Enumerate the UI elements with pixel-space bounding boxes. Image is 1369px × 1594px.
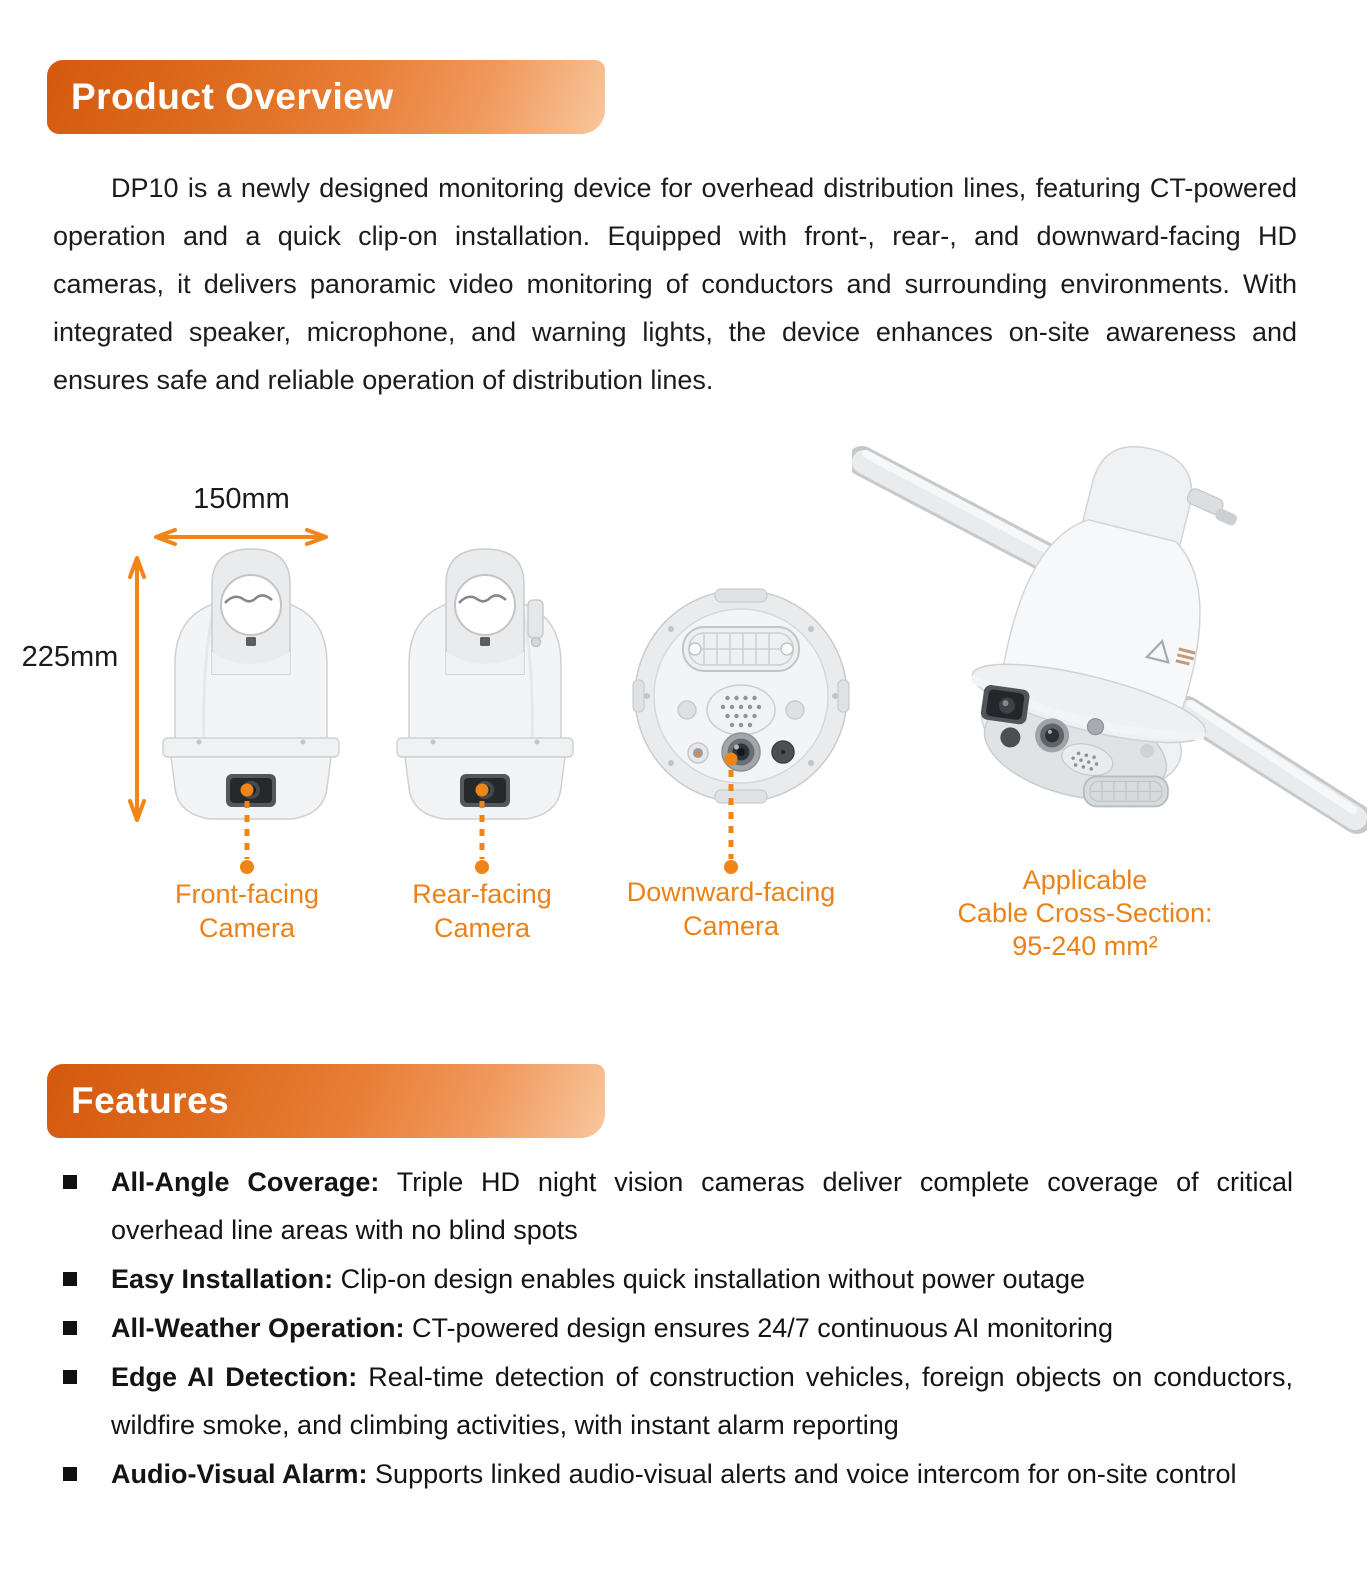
device-installed-view-image bbox=[852, 421, 1367, 869]
feature-item-easy-installation bbox=[60, 1255, 1293, 1303]
feature-text: Easy Installation: Clip-on design enables quick installation without power outage bbox=[111, 1264, 1086, 1294]
dimension-width-label: 150mm bbox=[193, 483, 290, 515]
caption-rear-camera: Rear-facing Camera bbox=[412, 879, 552, 943]
section-title-product-overview: Product Overview bbox=[71, 76, 394, 117]
bullet-square-icon bbox=[63, 1370, 77, 1384]
feature-text: All-Angle Coverage: Triple HD night vision cameras deliver complete coverage of critical overhead line areas with no blind spots bbox=[111, 1167, 1293, 1245]
section-title-features: Features bbox=[71, 1080, 230, 1121]
feature-item-edge-ai-detection bbox=[60, 1353, 1293, 1449]
feature-text: Edge AI Detection: Real-time detection of construction vehicles, foreign objects on conductors, wildfire smoke, and climbing activities, with instant alarm reporting bbox=[111, 1362, 1293, 1440]
feature-item-all-angle-coverage bbox=[60, 1158, 1293, 1254]
dimension-height-label: 225mm bbox=[21, 641, 119, 673]
feature-item-all-weather-operation bbox=[60, 1304, 1293, 1352]
bullet-square-icon bbox=[63, 1321, 77, 1335]
leader-down-camera bbox=[723, 752, 739, 875]
feature-text: All-Weather Operation: CT-powered design ensures 24/7 continuous AI monitoring bbox=[111, 1313, 1113, 1343]
caption-front-camera: Front-facing Camera bbox=[174, 879, 320, 943]
overview-paragraph: DP10 is a newly designed monitoring device for overhead distribution lines, featuring CT-powered operation and a quick clip-on installation. Equipped with front-, rear-, and downward-facing HD cameras, it delivers panoramic video monitoring of conductors and surrounding environments. With integrated speaker, microphone, and warning lights, the device enhances on-site awareness and ensures safe and reliable operation of distribution lines. bbox=[53, 173, 1297, 395]
feature-text: Audio-Visual Alarm: Supports linked audio-visual alerts and voice intercom for on-site control bbox=[111, 1459, 1237, 1489]
caption-down-camera: Downward-facing Camera bbox=[626, 877, 836, 941]
caption-cable-cross-section: Applicable Cable Cross-Section: 95-240 mm² bbox=[957, 865, 1213, 961]
bullet-square-icon bbox=[63, 1175, 77, 1189]
bullet-square-icon bbox=[63, 1272, 77, 1286]
leader-front-camera bbox=[239, 783, 255, 875]
bullet-square-icon bbox=[63, 1467, 77, 1481]
feature-item-audio-visual-alarm bbox=[60, 1450, 1293, 1498]
leader-rear-camera bbox=[474, 783, 490, 875]
section-banner-features bbox=[47, 1064, 605, 1138]
features-list bbox=[60, 1158, 1293, 1499]
device-bottom-view-image bbox=[631, 586, 851, 806]
dimension-height-arrow bbox=[128, 553, 146, 825]
section-banner-product-overview bbox=[47, 60, 605, 134]
